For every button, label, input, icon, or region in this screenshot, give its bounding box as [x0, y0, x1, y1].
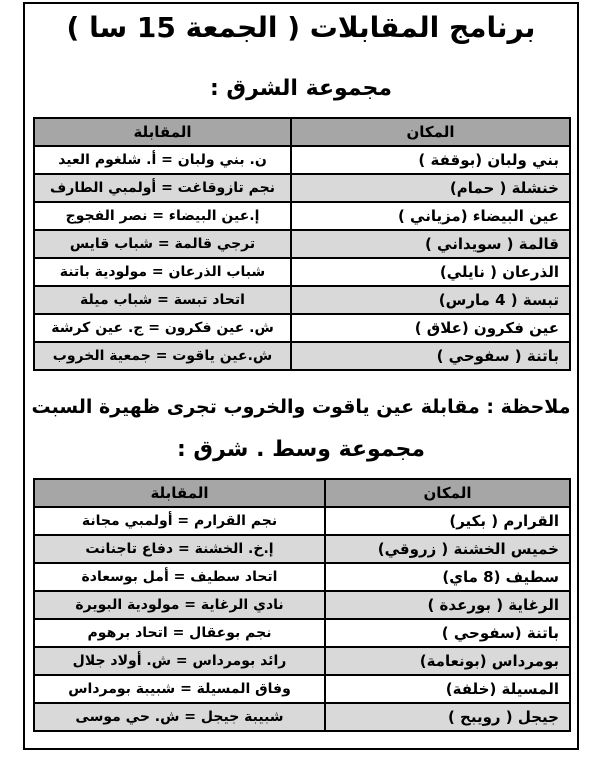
- place-cell: جيجل ( رويبح ): [325, 703, 570, 731]
- match-cell: نادي الرغاية = مولودية البويرة: [34, 591, 325, 619]
- table-row: [34, 342, 570, 370]
- place-cell: خميس الخشنة ( زروقي): [325, 535, 570, 563]
- place-cell: الرغاية ( بورعدة ): [325, 591, 570, 619]
- place-cell: عين فكرون (علاق ): [291, 314, 570, 342]
- place-cell: الذرعان ( نايلي): [291, 258, 570, 286]
- match-cell: اتحاد سطيف = أمل بوسعادة: [34, 563, 325, 591]
- group-center-east-title: مجموعة وسط . شرق :: [176, 437, 426, 462]
- place-cell: باتنة ( سفوحي ): [291, 342, 570, 370]
- match-cell: إ.خ. الخشنة = دفاع تاجنانت: [34, 535, 325, 563]
- match-cell: ش. عين فكرون = ج. عين كرشة: [34, 314, 291, 342]
- match-cell: اتحاد تبسة = شباب ميلة: [34, 286, 291, 314]
- match-cell: نجم القرارم = أولمبي مجانة: [34, 507, 325, 535]
- table-row: [34, 647, 570, 675]
- table-row: [34, 675, 570, 703]
- place-cell: عين البيضاء (مزياني ): [291, 202, 570, 230]
- match-cell: ن. بني ولبان = أ. شلغوم العيد: [34, 146, 291, 174]
- header-place: المكان: [325, 479, 570, 507]
- match-cell: شبيبة جيجل = ش. حي موسى: [34, 703, 325, 731]
- table-row: [34, 535, 570, 563]
- place-cell: بومرداس (بونعامة): [325, 647, 570, 675]
- table-row: [34, 146, 570, 174]
- match-cell: نجم تازوقاغت = أولمبي الطارف: [34, 174, 291, 202]
- place-cell: القرارم ( بكير): [325, 507, 570, 535]
- table-row: [34, 619, 570, 647]
- place-cell: المسيلة (خلفة): [325, 675, 570, 703]
- table-row: [34, 314, 570, 342]
- match-cell: ش.عين ياقوت = جمعية الخروب: [34, 342, 291, 370]
- table-row: [34, 230, 570, 258]
- schedule-frame: [23, 2, 579, 750]
- match-cell: شباب الذرعان = مولودية باتنة: [34, 258, 291, 286]
- place-cell: بني ولبان (بوقفة ): [291, 146, 570, 174]
- group-east-table: [33, 117, 571, 371]
- table-row: [34, 591, 570, 619]
- match-cell: وفاق المسيلة = شبيبة بومرداس: [34, 675, 325, 703]
- table-header-row: [34, 479, 570, 507]
- group-center-east-table: [33, 478, 571, 732]
- table-row: [34, 286, 570, 314]
- page-title: برنامج المقابلات ( الجمعة 15 سا ): [66, 11, 536, 44]
- header-place: المكان: [291, 118, 570, 146]
- match-cell: ترجي قالمة = شباب قايس: [34, 230, 291, 258]
- group-east-title: مجموعة الشرق :: [209, 76, 393, 101]
- header-match: المقابلة: [34, 479, 325, 507]
- match-cell: نجم بوعقال = اتحاد برهوم: [34, 619, 325, 647]
- table-header-row: [34, 118, 570, 146]
- place-cell: خنشلة ( حمام): [291, 174, 570, 202]
- table-row: [34, 703, 570, 731]
- place-cell: باتنة (سفوحي ): [325, 619, 570, 647]
- header-match: المقابلة: [34, 118, 291, 146]
- table-row: [34, 202, 570, 230]
- table-row: [34, 507, 570, 535]
- place-cell: قالمة ( سويداني ): [291, 230, 570, 258]
- schedule-note: ملاحظة : مقابلة عين ياقوت والخروب تجرى ظهيرة السبت: [31, 396, 571, 418]
- table-row: [34, 563, 570, 591]
- place-cell: سطيف (8 ماي): [325, 563, 570, 591]
- place-cell: تبسة ( 4 مارس): [291, 286, 570, 314]
- table-row: [34, 174, 570, 202]
- match-cell: رائد بومرداس = ش. أولاد جلال: [34, 647, 325, 675]
- table-row: [34, 258, 570, 286]
- match-cell: إ.عين البيضاء = نصر الفجوج: [34, 202, 291, 230]
